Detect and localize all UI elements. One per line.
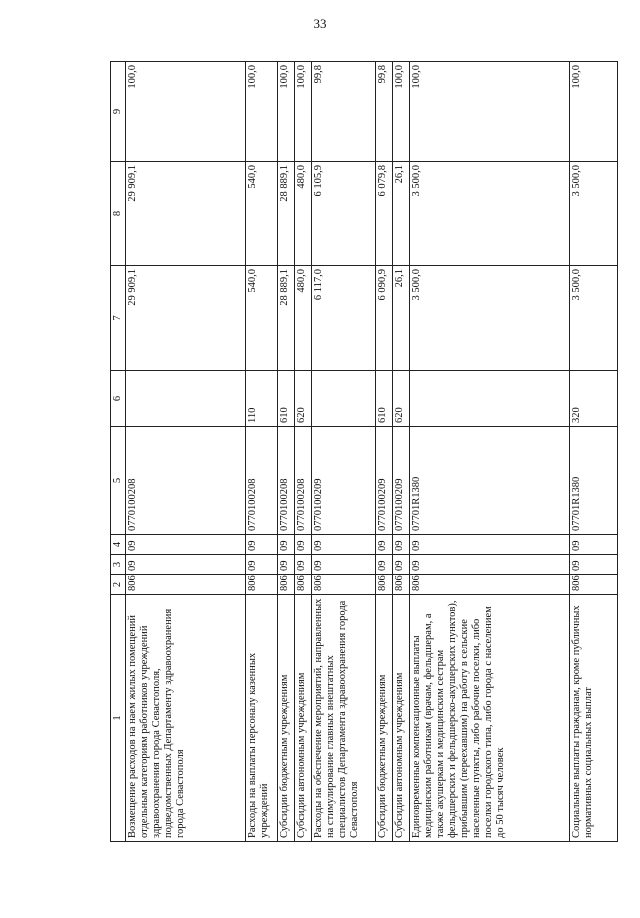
cell-vr: 620	[295, 371, 312, 427]
row-name: Субсидии бюджетным учреждениям	[375, 595, 392, 842]
table-row	[245, 62, 278, 842]
cell-csr: 0770100209	[375, 427, 392, 535]
cell-rz: 09	[245, 555, 278, 575]
table-row	[375, 62, 392, 842]
header-cell: 2	[111, 575, 126, 595]
cell-gv: 806	[295, 575, 312, 595]
cell-pr: 09	[312, 535, 375, 555]
cell-vr: 320	[570, 371, 618, 427]
cell-plan: 29 909,1	[126, 266, 246, 371]
cell-fact: 540,0	[245, 162, 278, 266]
cell-csr: 0770100209	[312, 427, 375, 535]
row-name: Расходы на выплаты персоналу казенных учреждений	[245, 595, 278, 842]
cell-rz: 09	[312, 555, 375, 575]
cell-fact: 6 079,8	[375, 162, 392, 266]
cell-gv: 806	[245, 575, 278, 595]
cell-percent: 99,8	[312, 62, 375, 162]
cell-vr: 110	[245, 371, 278, 427]
cell-gv: 806	[570, 575, 618, 595]
row-name: Субсидии бюджетным учреждениям	[278, 595, 295, 842]
header-row	[111, 62, 126, 842]
row-name: Единовременные компенсационные выплаты медицинским работникам (врачам, фельдшерам, а также акушеркам и медицинским сестрам фельдшерских и фельдшерско-акушерских пунктов), прибывшим (переехавшим) на работу в сельские населенные пункты, либо рабочие поселки, либо поселки городского типа, либо города с населением до 50 тысяч человек	[409, 595, 570, 842]
cell-pr: 09	[278, 535, 295, 555]
row-name: Социальные выплаты гражданам, кроме публичных нормативных социальных выплат	[570, 595, 618, 842]
row-name: Расходы на обеспечение мероприятий, направленных на стимулирование главных внештатных специалистов Департамента здравоохранения города Севастополя	[312, 595, 375, 842]
header-cell: 3	[111, 555, 126, 575]
cell-plan: 6 117,0	[312, 266, 375, 371]
cell-gv: 806	[409, 575, 570, 595]
cell-fact: 28 889,1	[278, 162, 295, 266]
cell-pr: 09	[295, 535, 312, 555]
cell-vr: 620	[392, 371, 409, 427]
cell-csr: 07701R1380	[409, 427, 570, 535]
cell-percent: 100,0	[295, 62, 312, 162]
cell-percent: 100,0	[278, 62, 295, 162]
cell-percent: 100,0	[409, 62, 570, 162]
cell-csr: 0770100208	[126, 427, 246, 535]
cell-fact: 480,0	[295, 162, 312, 266]
table-row	[570, 62, 618, 842]
cell-rz: 09	[570, 555, 618, 575]
row-name: Субсидии автономным учреждениям	[295, 595, 312, 842]
cell-fact: 3 500,0	[409, 162, 570, 266]
cell-rz: 09	[375, 555, 392, 575]
table-row	[126, 62, 246, 842]
cell-pr: 09	[409, 535, 570, 555]
cell-percent: 100,0	[392, 62, 409, 162]
cell-pr: 09	[245, 535, 278, 555]
cell-fact: 26,1	[392, 162, 409, 266]
cell-csr: 07701R1380	[570, 427, 618, 535]
cell-rz: 09	[126, 555, 246, 575]
rotated-table-container	[110, 62, 618, 842]
cell-rz: 09	[409, 555, 570, 575]
table-row	[409, 62, 570, 842]
cell-percent: 100,0	[570, 62, 618, 162]
cell-csr: 0770100208	[295, 427, 312, 535]
cell-csr: 0770100208	[245, 427, 278, 535]
cell-vr	[409, 371, 570, 427]
cell-rz: 09	[295, 555, 312, 575]
cell-fact: 6 105,9	[312, 162, 375, 266]
cell-vr: 610	[278, 371, 295, 427]
cell-plan: 3 500,0	[570, 266, 618, 371]
cell-percent: 100,0	[245, 62, 278, 162]
cell-gv: 806	[126, 575, 246, 595]
cell-pr: 09	[126, 535, 246, 555]
header-cell: 8	[111, 162, 126, 266]
row-name: Возмещение расходов на наем жилых помещений отдельным категориям работников учреждений здравоохранения города Севастополя, подведомственных Департаменту здравоохранения города Севастополя	[126, 595, 246, 842]
cell-gv: 806	[375, 575, 392, 595]
cell-gv: 806	[278, 575, 295, 595]
page-number: 33	[313, 16, 327, 31]
cell-plan: 540,0	[245, 266, 278, 371]
table-row	[312, 62, 375, 842]
cell-pr: 09	[392, 535, 409, 555]
header-cell: 7	[111, 266, 126, 371]
cell-vr: 610	[375, 371, 392, 427]
table-row	[278, 62, 295, 842]
header-cell: 6	[111, 371, 126, 427]
cell-percent: 99,8	[375, 62, 392, 162]
row-name: Субсидии автономным учреждениям	[392, 595, 409, 842]
table-row	[392, 62, 409, 842]
table-row	[295, 62, 312, 842]
header-cell: 1	[111, 595, 126, 842]
header-cell: 4	[111, 535, 126, 555]
cell-vr	[126, 371, 246, 427]
cell-csr: 0770100208	[278, 427, 295, 535]
cell-plan: 26,1	[392, 266, 409, 371]
cell-rz: 09	[278, 555, 295, 575]
cell-csr: 0770100209	[392, 427, 409, 535]
cell-plan: 6 090,9	[375, 266, 392, 371]
cell-gv: 806	[392, 575, 409, 595]
cell-fact: 3 500,0	[570, 162, 618, 266]
cell-plan: 28 889,1	[278, 266, 295, 371]
cell-fact: 29 909,1	[126, 162, 246, 266]
cell-percent: 100,0	[126, 62, 246, 162]
budget-table	[110, 61, 618, 842]
cell-pr: 09	[375, 535, 392, 555]
cell-gv: 806	[312, 575, 375, 595]
cell-plan: 480,0	[295, 266, 312, 371]
cell-plan: 3 500,0	[409, 266, 570, 371]
cell-pr: 09	[570, 535, 618, 555]
header-cell: 9	[111, 62, 126, 162]
header-cell: 5	[111, 427, 126, 535]
cell-vr	[312, 371, 375, 427]
cell-rz: 09	[392, 555, 409, 575]
